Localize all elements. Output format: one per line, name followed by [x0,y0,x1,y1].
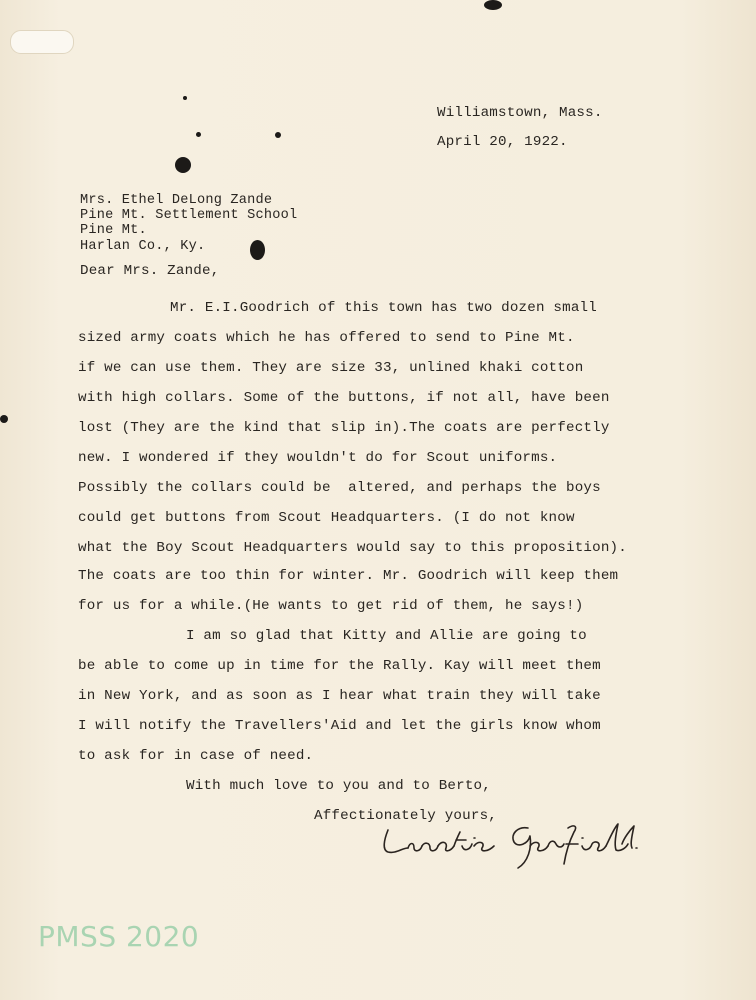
body-line: for us for a while.(He wants to get rid of them, he says!) [78,598,584,614]
body-line: I am so glad that Kitty and Allie are going to [186,628,587,644]
ink-blot [484,0,502,10]
body-line: with high collars. Some of the buttons, if not all, have been [78,390,610,406]
ink-blot [250,240,265,260]
body-line: be able to come up in time for the Rally. Kay will meet them [78,658,601,674]
recipient-line: Mrs. Ethel DeLong Zande [80,193,273,208]
body-line: if we can use them. They are size 33, unlined khaki cotton [78,360,584,376]
archive-watermark: PMSS 2020 [38,920,200,953]
body-line: I will notify the Travellers'Aid and let the girls know whom [78,718,601,734]
body-line: to ask for in case of need. [78,748,314,764]
body-line: could get buttons from Scout Headquarters. (I do not know [78,510,575,526]
recipient-line: Pine Mt. Settlement School [80,208,298,223]
recipient-line: Pine Mt. [80,223,147,238]
ink-blot [196,132,201,137]
letter-place: Williamstown, Mass. [437,105,603,121]
ink-blot [275,132,281,138]
ink-blot [0,415,8,423]
body-line: sized army coats which he has offered to send to Pine Mt. [78,330,575,346]
body-line: new. I wondered if they wouldn't do for Scout uniforms. [78,450,558,466]
body-line: Possibly the collars could be altered, and perhaps the boys [78,480,601,496]
closing: Affectionately yours, [314,808,497,824]
punch-hole [10,30,74,54]
body-line: lost (They are the kind that slip in).The coats are perfectly [78,420,610,436]
handwritten-signature [378,818,648,872]
body-line: Mr. E.I.Goodrich of this town has two dozen small [170,300,597,316]
recipient-line: Harlan Co., Ky. [80,239,206,254]
body-line: With much love to you and to Berto, [186,778,491,794]
salutation: Dear Mrs. Zande, [80,263,220,279]
body-line: in New York, and as soon as I hear what train they will take [78,688,601,704]
body-line: what the Boy Scout Headquarters would say to this proposition). [78,540,627,556]
ink-blot [175,157,191,173]
body-line: The coats are too thin for winter. Mr. Goodrich will keep them [78,568,619,584]
letter-date: April 20, 1922. [437,134,568,150]
ink-blot [183,96,187,100]
